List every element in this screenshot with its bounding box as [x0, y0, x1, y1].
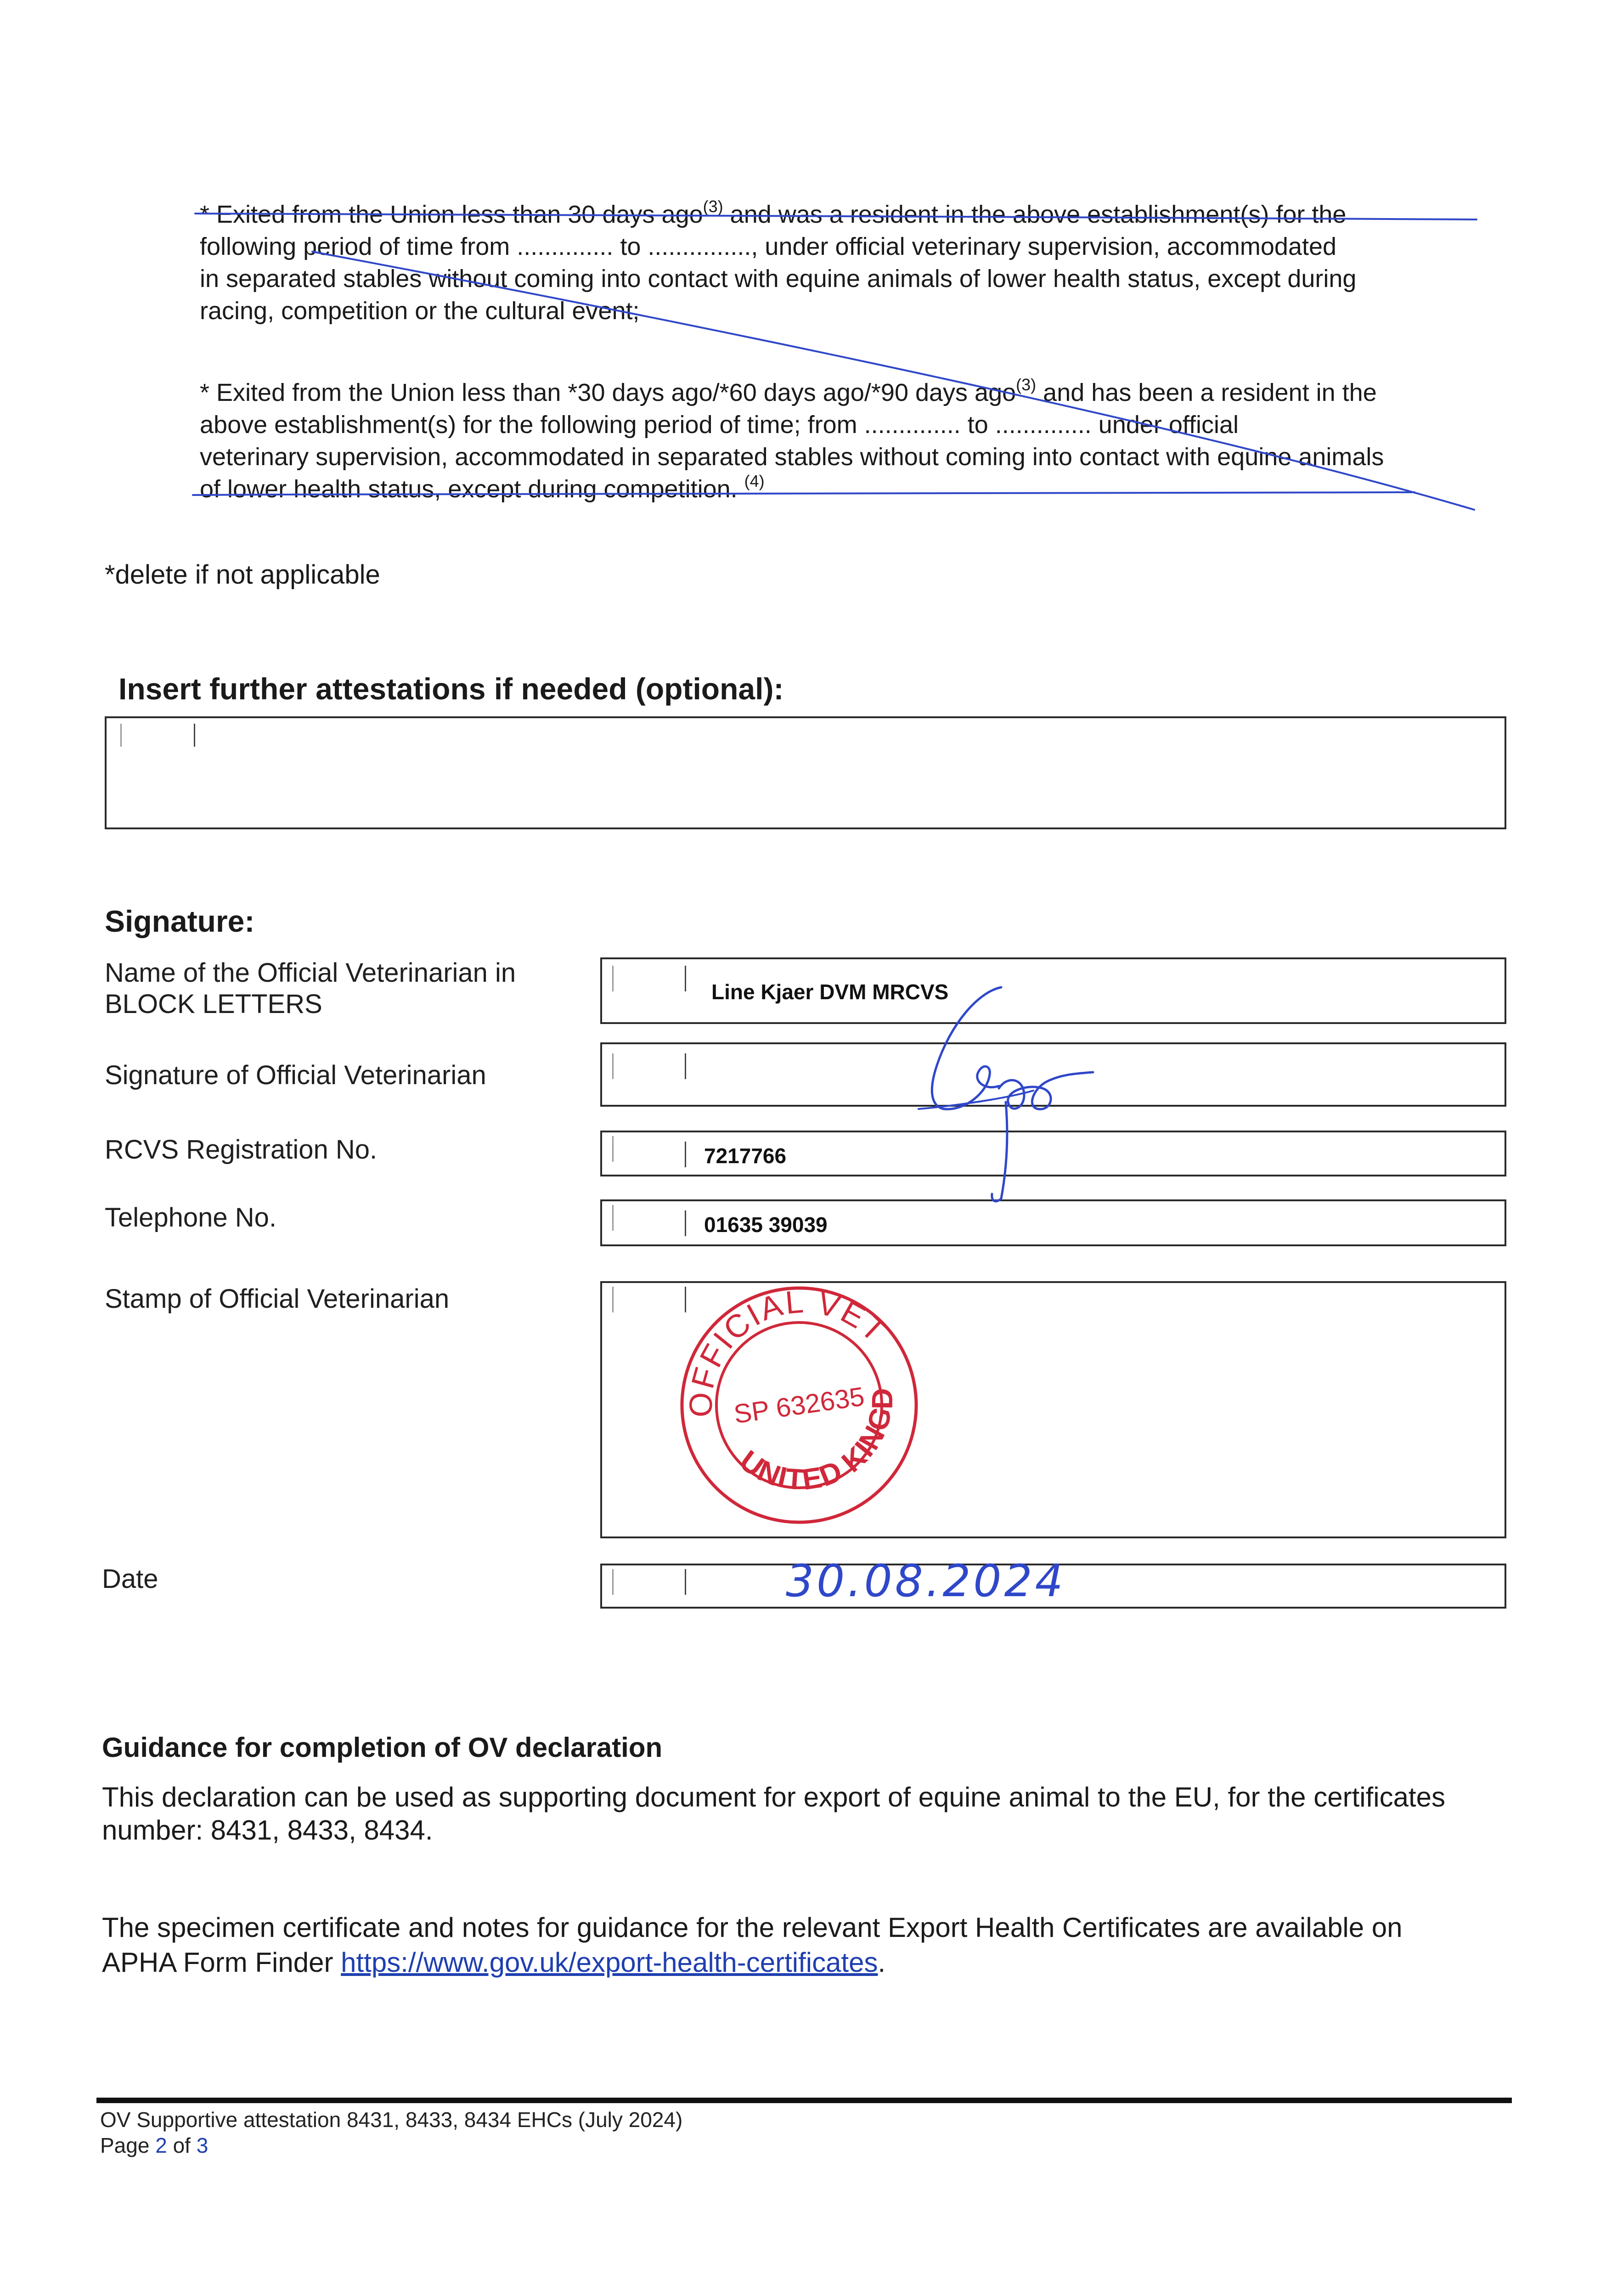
option-b-line-1: * Exited from the Union less than *30 days ago/*60 days ago/*90 days ago$^{(3)}$ and has been a resident in the	[200, 375, 1377, 406]
footer-rule	[96, 2098, 1512, 2103]
signature-heading: Signature:	[105, 904, 255, 938]
option-a-line-2: following period of time from .............. to ..............., under official veterinary supervision, accommodated	[200, 233, 1337, 260]
handwritten-signature	[909, 983, 1102, 1212]
name-value: Line Kjaer DVM MRCVS	[711, 980, 949, 1004]
rcvs-value: 7217766	[704, 1144, 787, 1168]
option-a-line-3: in separated stables without coming into contact with equine animals of lower health status, except during	[200, 265, 1357, 293]
name-label: Name of the Official Veterinarian in BLOCK LETTERS	[105, 958, 516, 1019]
telephone-value: 01635 39039	[704, 1213, 828, 1237]
stamp-outer-bottom-text: UNITED KINGDOM	[733, 1387, 899, 1497]
delete-note: *delete if not applicable	[105, 560, 380, 590]
stamp-outer-top-text: OFFICIAL VETERINARIAN	[682, 1283, 895, 1418]
option-b-line-4: of lower health status, except during competition. $^{(4)}$	[200, 472, 765, 503]
guidance-paragraph-2: The specimen certificate and notes for guidance for the relevant Export Health Certificates are available on APHA Form Finder https://www.gov.uk/export-health-certificates.	[102, 1912, 1403, 1978]
date-value: 30.08.2024	[786, 1555, 1066, 1607]
guidance-heading: Guidance for completion of OV declaration	[102, 1732, 663, 1763]
page-number: Page 2 of 3	[100, 2133, 209, 2157]
further-attestations-heading: Insert further attestations if needed (optional):	[118, 672, 784, 706]
signature-label: Signature of Official Veterinarian	[105, 1060, 486, 1090]
option-a-line-4: racing, competition or the cultural event;	[200, 297, 640, 325]
stamp-label: Stamp of Official Veterinarian	[105, 1284, 450, 1314]
date-label: Date	[102, 1564, 158, 1594]
option-a-line-1: * Exited from the Union less than 30 days ago$^{(3)}$ and was a resident in the above establishment(s) for the	[200, 197, 1347, 228]
strike-lines	[0, 0, 1623, 551]
guidance-paragraph-1: This declaration can be used as supporting document for export of equine animal to the EU, for the certificates number: 8431, 8433, 8434.	[102, 1782, 1445, 1846]
telephone-label: Telephone No.	[105, 1203, 277, 1232]
footer-title: OV Supportive attestation 8431, 8433, 8434 EHCs (July 2024)	[100, 2108, 683, 2132]
option-b-line-2: above establishment(s) for the following period of time; from .............. to .............. under official	[200, 411, 1239, 439]
official-veterinarian-stamp	[661, 1272, 937, 1529]
export-health-certificates-link[interactable]: https://www.gov.uk/export-health-certificates	[341, 1947, 878, 1978]
rcvs-label: RCVS Registration No.	[105, 1135, 378, 1165]
footer	[100, 2107, 682, 2158]
stamp-center-text: SP 632635	[732, 1381, 867, 1429]
option-b-line-3: veterinary supervision, accommodated in separated stables without coming into contact with equine animals	[200, 443, 1384, 471]
further-attestations-field[interactable]	[105, 716, 1506, 829]
date-field[interactable]	[600, 1555, 1506, 1609]
